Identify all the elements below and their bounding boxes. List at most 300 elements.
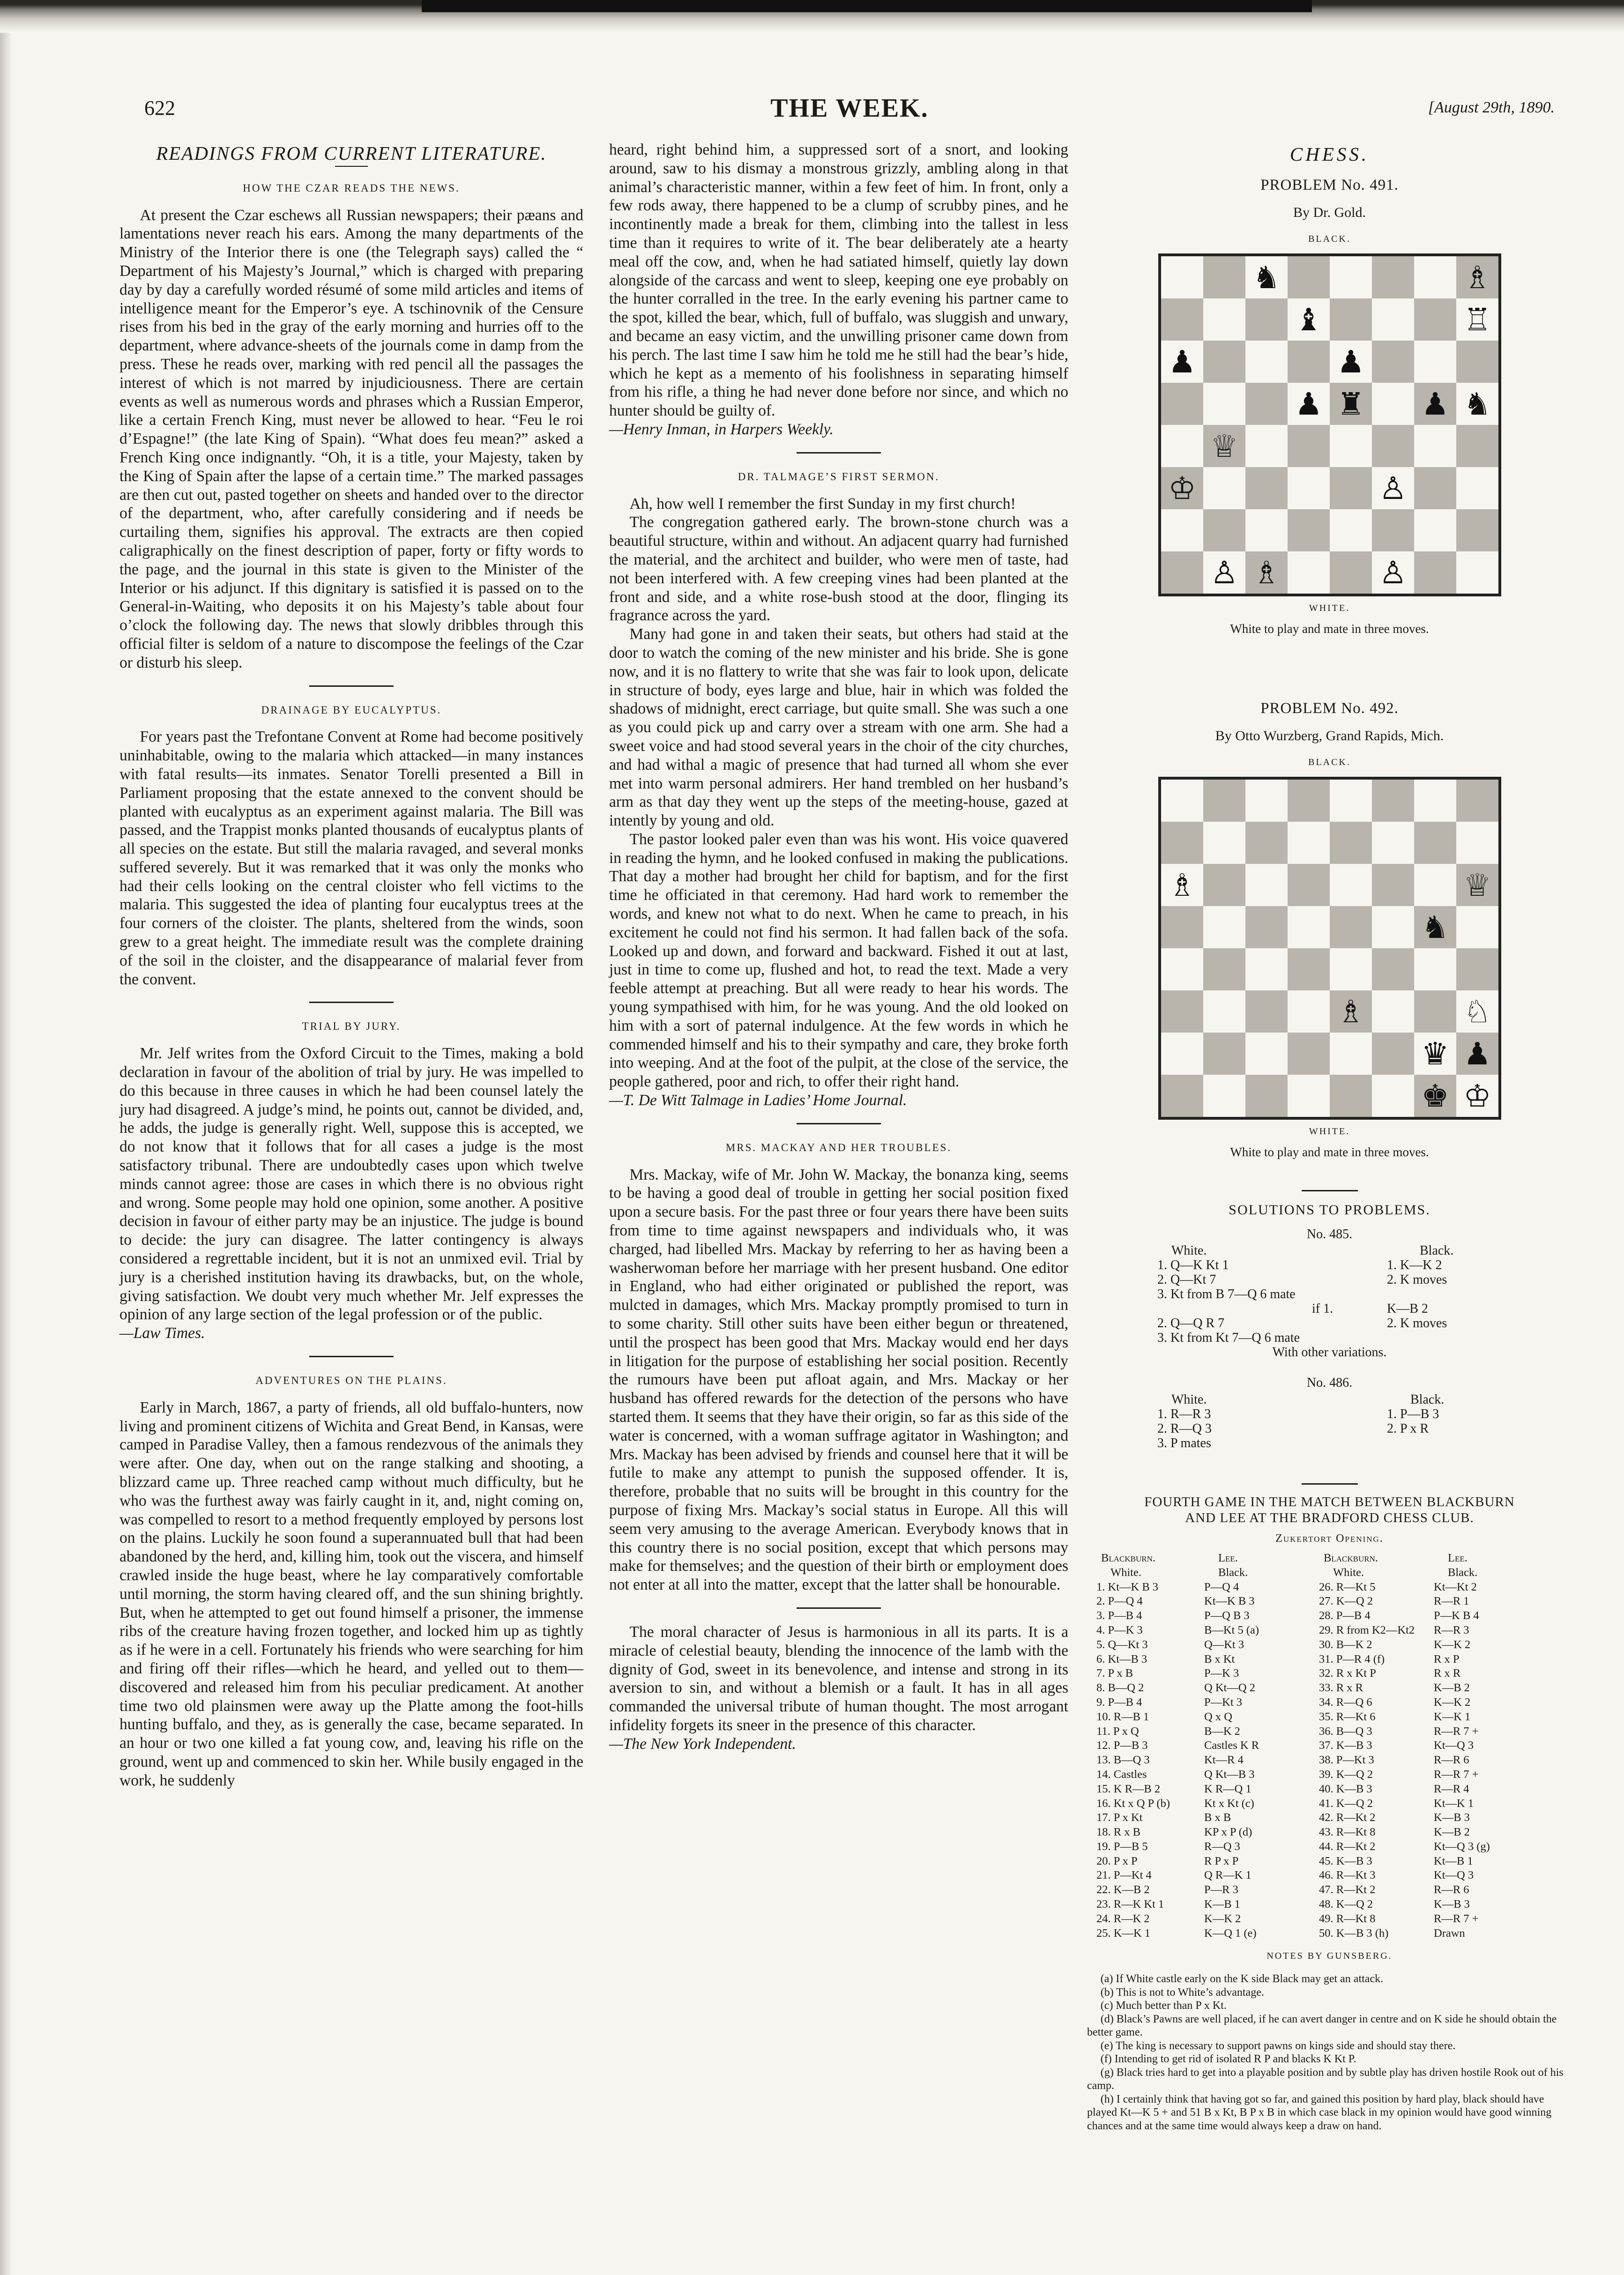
problem-author: By Otto Wurzberg, Grand Rapids, Mich.: [1215, 728, 1444, 743]
black-move: R x P: [1434, 1652, 1460, 1665]
dark-square: [1288, 341, 1330, 383]
game-notes: [1087, 1972, 1572, 2133]
black-move: B—Kt 5 (a): [1204, 1623, 1259, 1636]
white-move: 6. Kt—B 3: [1096, 1652, 1147, 1665]
black-pawn-icon: ♟: [1421, 386, 1449, 423]
solution-row: [1157, 1407, 1572, 1421]
dark-square: [1414, 551, 1456, 594]
white-pawn-icon: ♙: [1378, 470, 1407, 507]
light-square: [1456, 467, 1498, 509]
white-move: 37. K—B 3: [1319, 1739, 1372, 1752]
black-move: Castles K R: [1204, 1739, 1259, 1752]
light-square: [1161, 780, 1203, 822]
light-square: [1203, 298, 1245, 341]
white-move: 20. P x P: [1096, 1854, 1138, 1867]
white-move: 2. Q—Kt 7: [1157, 1272, 1216, 1287]
dark-square: [1414, 990, 1456, 1033]
white-move: 1. Q—K Kt 1: [1157, 1258, 1229, 1273]
game-opening: Zukertort Opening.: [1275, 1532, 1384, 1545]
light-square: [1161, 425, 1203, 467]
dark-square: [1288, 1033, 1330, 1075]
white-pawn-icon: ♙: [1210, 555, 1238, 591]
article-title: ADVENTURES ON THE PLAINS.: [255, 1375, 447, 1387]
black-move: Kt—Kt 2: [1434, 1580, 1477, 1593]
dark-square: [1203, 1033, 1245, 1075]
color-header: White.: [1110, 1566, 1141, 1579]
column-1: [119, 141, 583, 1790]
page-number: 622: [144, 97, 175, 119]
dark-square: [1203, 864, 1245, 906]
light-square: [1288, 467, 1330, 509]
black-bishop-icon: ♝: [1294, 302, 1323, 338]
black-move: Q R—K 1: [1204, 1869, 1252, 1882]
light-square: [1161, 1033, 1203, 1075]
white-move: 5. Q—Kt 3: [1096, 1638, 1148, 1651]
article-title: MRS. MACKAY AND HER TROUBLES.: [725, 1141, 952, 1153]
black-move: R—R 6: [1434, 1883, 1469, 1896]
light-square: [1203, 906, 1245, 948]
article-source: —Henry Inman, in Harpers Weekly.: [609, 420, 834, 438]
problem-author: By Dr. Gold.: [1293, 204, 1366, 220]
white-king-icon: ♔: [1168, 470, 1196, 507]
black-move: P—Q B 3: [1204, 1609, 1250, 1622]
black-pawn-icon: ♟: [1294, 386, 1323, 423]
black-pawn-icon: ♟: [1168, 344, 1196, 380]
game-move-row: [1087, 1883, 1572, 1897]
black-move: KP x P (d): [1204, 1826, 1252, 1839]
black-move: Q Kt—B 3: [1204, 1768, 1255, 1781]
dark-square: [1372, 948, 1414, 990]
game-move-row: [1087, 1753, 1572, 1768]
game-move-row: [1087, 1725, 1572, 1739]
white-bishop-icon: ♗: [1252, 555, 1281, 591]
light-square: [1288, 822, 1330, 864]
black-move: R—R 7 +: [1434, 1912, 1479, 1925]
color-header: Black.: [1218, 1566, 1248, 1579]
dark-square: [1203, 256, 1245, 298]
light-square: [1203, 822, 1245, 864]
light-square: [1330, 780, 1372, 822]
problem-title: PROBLEM No. 491.: [1260, 176, 1399, 193]
white-move: 45. K—B 3: [1319, 1854, 1372, 1867]
light-square: [1161, 509, 1203, 551]
game-header-row: [1087, 1551, 1572, 1566]
white-move: 21. P—Kt 4: [1096, 1869, 1152, 1882]
black-move: R x R: [1434, 1667, 1461, 1680]
solution-row: [1157, 1316, 1572, 1331]
solution-row: [1157, 1331, 1572, 1345]
white-bishop-icon: ♗: [1463, 260, 1491, 296]
black-king-icon: ♚: [1421, 1078, 1449, 1115]
divider: [1302, 1190, 1358, 1191]
light-square: [1372, 906, 1414, 948]
color-header: Black.: [1448, 1566, 1478, 1579]
black-move: Kt—Q 3 (g): [1434, 1840, 1490, 1853]
light-square: [1161, 256, 1203, 298]
white-move: 12. P—B 3: [1096, 1739, 1148, 1752]
publication-title: THE WEEK.: [770, 94, 929, 123]
light-square: [1245, 1033, 1288, 1075]
game-move-row: [1087, 1594, 1572, 1609]
light-square: [1288, 990, 1330, 1033]
game-title-line: AND LEE AT THE BRADFORD CHESS CLUB.: [1185, 1510, 1474, 1526]
divider: [797, 1607, 881, 1609]
game-move-row: [1087, 1912, 1572, 1926]
light-square: [1414, 948, 1456, 990]
black-pawn-icon: ♟: [1336, 344, 1365, 380]
problem-caption: White to play and mate in three moves.: [1230, 1145, 1429, 1159]
divider: [309, 1356, 394, 1357]
black-move: 2. K moves: [1387, 1272, 1447, 1287]
light-square: [1456, 551, 1498, 594]
black-move: P—Kt 3: [1204, 1695, 1243, 1709]
dark-square: [1288, 864, 1330, 906]
white-move: 7. P x B: [1096, 1667, 1133, 1680]
game-move-row: [1087, 1926, 1572, 1941]
light-square: [1414, 509, 1456, 551]
game-note: (h) I certainly think that having got so far, and gained this position by hard play, black should have played Kt—K 5 + and 51 B x Kt, B P x B in which case black in my opinion would have good winning chances and at the same time would always keep a draw on hand.: [1087, 2093, 1552, 2132]
game-move-row: [1087, 1638, 1572, 1652]
black-move: K—K 1: [1434, 1710, 1471, 1723]
black-move: K—K 2: [1434, 1695, 1471, 1709]
white-move: 26. R—Kt 5: [1319, 1580, 1376, 1593]
white-move: 23. R—K Kt 1: [1096, 1898, 1164, 1911]
game-move-row: [1087, 1695, 1572, 1710]
white-move: 11. P x Q: [1096, 1725, 1139, 1738]
game-note: (a) If White castle early on the K side Black may get an attack.: [1100, 1973, 1384, 1985]
white-move: 35. R—Kt 6: [1319, 1710, 1376, 1723]
light-square: [1414, 341, 1456, 383]
page-header: [144, 96, 1555, 129]
white-move: 13. B—Q 3: [1096, 1754, 1150, 1767]
white-move: 32. R x Kt P: [1319, 1667, 1376, 1680]
game-subheader-row: [1087, 1566, 1572, 1580]
dark-square: [1203, 780, 1245, 822]
dark-square: [1414, 298, 1456, 341]
white-move: 46. R—Kt 3: [1319, 1869, 1376, 1882]
white-move: 36. B—Q 3: [1319, 1725, 1372, 1738]
game-move-row: [1087, 1609, 1572, 1623]
black-move: Kt—B 1: [1434, 1854, 1473, 1867]
game-move-row: [1087, 1768, 1572, 1782]
article-body-continued: heard, right behind him, a suppressed sort of a snort, and looking around, saw to his dismay a monstrous grizzly, ambling along in that animal’s characteristic manner, within a few feet of him. In front, only a few rods away, there happened to be a clump of scrubby pines, and he incontinently made a break for them, climbing into the tallest in less time than it requires to write of it. The bear deliberately ate a hearty meal off the cow, and, when he had satiated himself, quietly lay down alongside of the carcass and went to sleep, keeping one eye probably on the hunter corralled in the tree. In the early evening his partner came to the spot, killed the bear, which, full of buffalo, was sluggish and unwary, and became an easy victim, and the unwilling prisoner came down from his perch. The last time I saw him he told me he still had the bear’s hide, which he kept as a memento of his foolishness in separating himself from his rifle, a thing he had never done before nor since, and which no hunter should be guilty of.: [609, 141, 1068, 420]
dark-square: [1245, 990, 1288, 1033]
black-move: Kt—R 4: [1204, 1754, 1244, 1767]
dark-square: [1288, 509, 1330, 551]
solution-row: [1157, 1272, 1572, 1287]
black-move: K—B 1: [1204, 1898, 1240, 1911]
white-knight-icon: ♘: [1463, 994, 1491, 1030]
light-square: [1414, 864, 1456, 906]
article-paragraph: Ah, how well I remember the first Sunday in my first church!: [629, 495, 1016, 513]
light-square: [1245, 509, 1288, 551]
black-move: Drawn: [1434, 1926, 1465, 1940]
page-edge-left: [0, 33, 12, 2275]
article-paragraph: Many had gone in and taken their seats, but others had staid at the door to watch the coming of the new minister and his bride. She is gone now, and it is no flattery to write that she was fair to look upon, delicate in structure of body, eyes large and blue, hair in which was folded the shadows of midnight, erect carriage, but quite small. She was such a one as you could pick up and carry over a stream with one arm. She had a sweet voice and had stood several years in the choir of the city churches, and had withal a magic of presence that had turned all whom she ever met into warm personal admirers. Her hand trembled on her husband’s arm as that day they went up the steps of the meeting-house, gazed at intently by young and old.: [609, 625, 1068, 830]
light-square: [1414, 780, 1456, 822]
white-bishop-icon: ♗: [1168, 867, 1196, 904]
black-move: Kt—K 1: [1434, 1797, 1474, 1810]
black-move: B—K 2: [1204, 1725, 1240, 1738]
page-edge-top: [0, 0, 1624, 33]
dark-square: [1372, 256, 1414, 298]
white-move: 2. Q—Q R 7: [1157, 1316, 1225, 1331]
article-paragraph: The pastor looked paler even than was his wont. His voice quavered in reading the hymn, and he looked confused in making the publications. That day a mother had brought her child for baptism, and for the first time he officiated in that ceremony. Had hard work to remember the words, and knew not what to do next. When he came to preach, in his excitement he could not find his sermon. It had fallen back of the sofa. Looked up and down, and forward and backward. Fished it out at last, just in time to come up, flushed and hot, to read the text. Made a very feeble attempt at preaching. But all were ready to hear his words. The young sympathised with him, for he was young. And the old looked on him with a sort of paternal indulgence. At the few words in which he commended himself and his to their sympathy and care, they broke forth into weeping. And at the foot of the pulpit, at the close of the service, the people gathered, poor and rich, to offer their right hand.: [609, 830, 1068, 1091]
solution-row: [1157, 1436, 1572, 1450]
black-move: Q Kt—Q 2: [1204, 1681, 1255, 1695]
article-body: Mrs. Mackay, wife of Mr. John W. Mackay, the bonanza king, seems to be having a good deal of trouble in getting her social position fixed upon a secure basis. For the past three or four years there have been suits from time to time against newspapers and individuals who, it was charged, had libelled Mrs. Mackay by referring to her as having been a washerwoman before her marriage with her present husband. One editor in England, who had either originated or published the report, was mulcted in damages, which Mrs. Mackay promptly promised to turn in to some charity. Still other suits have been either begun or threatened, until the prospect has been good that Mrs. Mackay would end her days in litigation for the purpose of establishing her social position. Recently the rumours have been put afloat again, and Mrs. Mackay or her husband has offered rewards for the detection of the persons who have started them. It seems that they have their origin, so far as this side of the water is concerned, with a woman suffrage agitator in Washington; and Mrs. Mackay has been advised by friends and counsel here that it will be futile to make any attempt to punish the supposed offender. It is, therefore, probable that no suits will be brought in this country for the purpose of fixing Mrs. Mackay’s social status in Europe. All this will seem very amusing to the average American. Everybody knows that in this country there is no social position, except that which persons may make for themselves; and the question of their birth or employment does not enter at all into the matter, except that the latter shall be honourable.: [609, 1166, 1068, 1594]
white-move: 50. K—B 3 (h): [1319, 1926, 1389, 1940]
article-body: Mr. Jelf writes from the Oxford Circuit to the Times, making a bold declaration in favour of the abolition of trial by jury. He was impelled to do this because in three causes in which he had been counsel lately the jury had disagreed. A judge’s mind, he points out, cannot be divided, and, he adds, the judge is generally right. Well, suppose this is accepted, we do not know that it follows that for all cases a judge is the most satisfactory tribunal. There are undoubtedly cases upon which twelve minds cannot agree: those are cases in which there is no obvious right and wrong. Some people may hold one opinion, some another. A positive decision in favour of either party may be an injustice. The judge is bound to decide: the jury can disagree. The latter contingency is always considered a regrettable incident, but it is not an unmixed evil. Trial by jury is a cherished institution having its drawbacks, but, on the whole, giving satisfaction. We doubt very much whether Mr. Jelf expresses the opinion of any large section of the legal profession or of the public.: [119, 1045, 583, 1323]
white-move: 29. R from K2—Kt2: [1319, 1623, 1415, 1636]
dark-square: [1372, 509, 1414, 551]
black-move: Kt x Kt (c): [1204, 1797, 1254, 1810]
divider: [309, 1002, 394, 1003]
divider: [797, 452, 881, 454]
game-move-row: [1087, 1666, 1572, 1681]
dark-square: [1372, 1033, 1414, 1075]
white-move: 38. P—Kt 3: [1319, 1754, 1374, 1767]
light-square: [1330, 425, 1372, 467]
game-move-row: [1087, 1739, 1572, 1753]
dark-square: [1330, 551, 1372, 594]
player-header: Lee.: [1218, 1551, 1238, 1564]
board-label-black: BLACK.: [1308, 757, 1351, 768]
divider: [335, 166, 368, 167]
black-move: Kt—Q 3: [1434, 1869, 1474, 1882]
white-queen-icon: ♕: [1210, 428, 1238, 465]
light-square: [1288, 1075, 1330, 1117]
game-move-row: [1087, 1652, 1572, 1667]
divider: [797, 1123, 881, 1124]
dark-square: [1372, 864, 1414, 906]
white-move: 1. R—R 3: [1157, 1407, 1211, 1422]
light-square: [1245, 948, 1288, 990]
black-move: R—R 3: [1434, 1623, 1469, 1636]
black-move: K—B 2: [1434, 1681, 1470, 1695]
game-title-line: FOURTH GAME IN THE MATCH BETWEEN BLACKBURN: [1144, 1494, 1515, 1510]
white-move: 34. R—Q 6: [1319, 1695, 1372, 1709]
black-move: R—R 1: [1434, 1595, 1469, 1608]
black-move: 2. P x R: [1387, 1421, 1429, 1436]
black-move: K—B 3: [1434, 1811, 1470, 1824]
solution-row: [1157, 1258, 1572, 1272]
game-note: (g) Black tries hard to get into a playable position and by subtle play has driven hostile Rook out of his camp.: [1087, 2066, 1564, 2092]
white-move: 41. K—Q 2: [1319, 1797, 1373, 1810]
white-pawn-icon: ♙: [1378, 555, 1407, 591]
game-move-row: [1087, 1681, 1572, 1695]
black-move: K—B 2: [1434, 1826, 1470, 1839]
white-move: 49. R—Kt 8: [1319, 1912, 1376, 1925]
white-move: 22. K—B 2: [1096, 1883, 1150, 1896]
white-move: 18. R x B: [1096, 1826, 1140, 1839]
dark-square: [1330, 822, 1372, 864]
black-knight-icon: ♞: [1421, 909, 1449, 946]
dark-square: [1245, 1075, 1288, 1117]
black-move: K R—Q 1: [1204, 1782, 1252, 1795]
light-square: [1203, 990, 1245, 1033]
white-move: 40. K—B 3: [1319, 1782, 1372, 1795]
light-square: [1330, 1033, 1372, 1075]
light-square: [1203, 1075, 1245, 1117]
black-move: Q—Kt 3: [1204, 1638, 1244, 1651]
light-square: [1330, 948, 1372, 990]
board-label-white: WHITE.: [1309, 1126, 1350, 1137]
white-move: 16. Kt x Q P (b): [1096, 1797, 1170, 1810]
white-move: 42. R—Kt 2: [1319, 1811, 1376, 1824]
white-move: 24. R—K 2: [1096, 1912, 1150, 1925]
dark-square: [1372, 780, 1414, 822]
light-square: [1372, 822, 1414, 864]
white-move: 33. R x R: [1319, 1681, 1363, 1695]
solutions-title: SOLUTIONS TO PROBLEMS.: [1229, 1202, 1430, 1218]
game-move-row: [1087, 1623, 1572, 1638]
dark-square: [1245, 383, 1288, 425]
black-move: 2. K moves: [1387, 1316, 1447, 1331]
dark-square: [1330, 906, 1372, 948]
light-square: [1456, 822, 1498, 864]
white-move: 47. R—Kt 2: [1319, 1883, 1376, 1896]
black-move: 1. P—B 3: [1387, 1407, 1439, 1422]
game-move-row: [1087, 1840, 1572, 1854]
white-move: 43. R—Kt 8: [1319, 1826, 1376, 1839]
article-body: The moral character of Jesus is harmonious in all its parts. It is a miracle of celestial beauty, blending the innocence of the lamb with the dignity of God, sweet in its benevolence, and intense and strong in its aversion to sin, and without a blemish or a fault. It has in all ages commanded the universal tribute of human thought. The most arrogant infidelity forgets its sneer in the presence of this character.: [609, 1623, 1068, 1734]
article-title: DRAINAGE BY EUCALYPTUS.: [261, 704, 442, 716]
black-move: Kt—K B 3: [1204, 1595, 1255, 1608]
section-title: READINGS FROM CURRENT LITERATURE.: [156, 142, 547, 164]
game-note: (f) Intending to get rid of isolated R P and blacks K Kt P.: [1100, 2053, 1356, 2066]
light-square: [1288, 551, 1330, 594]
black-move: B x B: [1204, 1811, 1231, 1824]
white-move: 10. R—B 1: [1096, 1710, 1149, 1723]
white-move: 9. P—B 4: [1096, 1695, 1142, 1709]
black-move: R—R 7 +: [1434, 1725, 1479, 1738]
black-move: R—R 4: [1434, 1782, 1469, 1795]
white-rook-icon: ♖: [1463, 302, 1491, 338]
game-moves-table: [1087, 1551, 1572, 1941]
white-move: 15. K R—B 2: [1096, 1782, 1161, 1795]
game-note: (b) This is not to White’s advantage.: [1100, 1986, 1264, 1999]
black-move: K—Q 1 (e): [1204, 1926, 1257, 1940]
game-move-row: [1087, 1710, 1572, 1725]
dark-square: [1203, 341, 1245, 383]
dark-square: [1161, 551, 1203, 594]
white-move: 30. B—K 2: [1319, 1638, 1372, 1651]
article-body: For years past the Trefontane Convent at Rome had become positively uninhabitable, owing to the malaria which attacked—in many instances with fatal results—its inmates. Senator Torelli presented a Bill in Parliament proposing that the estate annexed to the convent should be planted with eucalyptus as an experiment against malaria. The Bill was passed, and the Trappist monks planted thousands of eucalyptus plants of all species on the estate. But still the malaria ravaged, and several monks suffered severely. But it was remarked that it was only the monks who had their cells looking on the central cloister who fell victims to the malaria. This suggested the idea of planting four eucalyptus trees at the four corners of the cloister. The plants, sheltered from the winds, soon grew to a great height. The immediate result was the complete draining of the soil in the cloister, and the disappearance of malarial fever from the convent.: [119, 728, 583, 988]
problem-title: PROBLEM No. 492.: [1260, 699, 1399, 717]
light-square: [1414, 256, 1456, 298]
white-move: 3. P—B 4: [1096, 1609, 1142, 1622]
game-move-row: [1087, 1868, 1572, 1883]
dark-square: [1456, 509, 1498, 551]
light-square: [1161, 948, 1203, 990]
problem-caption: White to play and mate in three moves.: [1230, 621, 1429, 636]
game-note: (d) Black’s Pawns are well placed, if he can avert danger in centre and on K side he should obtain the better game.: [1087, 2013, 1557, 2039]
light-square: [1245, 780, 1288, 822]
solution-486: [1157, 1392, 1572, 1450]
light-square: [1372, 1075, 1414, 1117]
light-square: [1330, 864, 1372, 906]
dark-square: [1456, 948, 1498, 990]
light-square: [1245, 341, 1288, 383]
dark-square: [1330, 467, 1372, 509]
dark-square: [1245, 298, 1288, 341]
light-square: [1456, 906, 1498, 948]
white-move: 25. K—K 1: [1096, 1926, 1151, 1940]
dark-square: [1161, 1075, 1203, 1117]
solution-row: [1157, 1301, 1572, 1316]
light-square: [1245, 864, 1288, 906]
black-knight-icon: ♞: [1252, 260, 1281, 296]
chess-board-491: [1158, 253, 1501, 596]
game-move-row: [1087, 1825, 1572, 1840]
light-square: [1245, 425, 1288, 467]
black-move: 1. K—K 2: [1387, 1258, 1442, 1273]
dark-square: [1414, 467, 1456, 509]
black-queen-icon: ♛: [1421, 1036, 1449, 1072]
black-move: P—K 3: [1204, 1667, 1239, 1680]
dark-square: [1456, 780, 1498, 822]
white-move: 27. K—Q 2: [1319, 1595, 1373, 1608]
divider: [1302, 1483, 1358, 1485]
black-move: B x Kt: [1204, 1652, 1235, 1665]
dark-square: [1245, 906, 1288, 948]
dark-square: [1414, 822, 1456, 864]
light-square: [1288, 906, 1330, 948]
black-move: R—Q 3: [1204, 1840, 1240, 1853]
black-move: R—R 7 +: [1434, 1768, 1479, 1781]
white-move: 39. K—Q 2: [1319, 1768, 1373, 1781]
light-square: [1330, 509, 1372, 551]
col-header-white: White.: [1171, 1392, 1207, 1407]
article-title: DR. TALMAGE’S FIRST SERMON.: [738, 470, 940, 483]
solution-row: [1157, 1421, 1572, 1436]
black-knight-icon: ♞: [1463, 386, 1491, 423]
game-note: (c) Much better than P x Kt.: [1100, 2000, 1227, 2012]
white-move: 31. P—R 4 (f): [1319, 1652, 1385, 1665]
dark-square: [1288, 425, 1330, 467]
white-move: 14. Castles: [1096, 1768, 1147, 1781]
col-header-black: Black.: [1420, 1243, 1454, 1258]
light-square: [1372, 990, 1414, 1033]
light-square: [1203, 383, 1245, 425]
game-title: [1087, 1494, 1572, 1526]
game-move-row: [1087, 1854, 1572, 1869]
dark-square: [1372, 341, 1414, 383]
game-note: (e) The king is necessary to support pawns on kings side and should stay there.: [1100, 2039, 1456, 2052]
game-move-row: [1087, 1797, 1572, 1811]
board-label-white: WHITE.: [1309, 603, 1350, 614]
white-king-icon: ♔: [1463, 1078, 1491, 1115]
article-title: HOW THE CZAR READS THE NEWS.: [243, 182, 460, 194]
black-move: K—B 2: [1387, 1301, 1428, 1316]
game-move-row: [1087, 1782, 1572, 1797]
article-paragraph: The congregation gathered early. The brown-stone church was a beautiful structure, within and without. An adjacent quarry had furnished the material, and the architect and builder, who were men of taste, had not been interfered with. A few creeping vines had been planted at the front and side, and a white rose-bush stood at the door, flinging its fragrance across the yard.: [609, 513, 1068, 625]
white-move: 8. B—Q 2: [1096, 1681, 1144, 1695]
solution-485: [1157, 1243, 1572, 1360]
game-move-row: [1087, 1580, 1572, 1595]
light-square: [1372, 298, 1414, 341]
black-move: K—B 3: [1434, 1898, 1470, 1911]
dark-square: [1330, 1075, 1372, 1117]
player-header: Blackburn.: [1324, 1551, 1378, 1564]
article-source: —Law Times.: [119, 1324, 205, 1342]
black-move: R—R 6: [1434, 1754, 1469, 1767]
color-header: White.: [1333, 1566, 1364, 1579]
white-move: 19. P—B 5: [1096, 1840, 1148, 1853]
light-square: [1372, 383, 1414, 425]
column-3-chess: [1087, 141, 1572, 2133]
